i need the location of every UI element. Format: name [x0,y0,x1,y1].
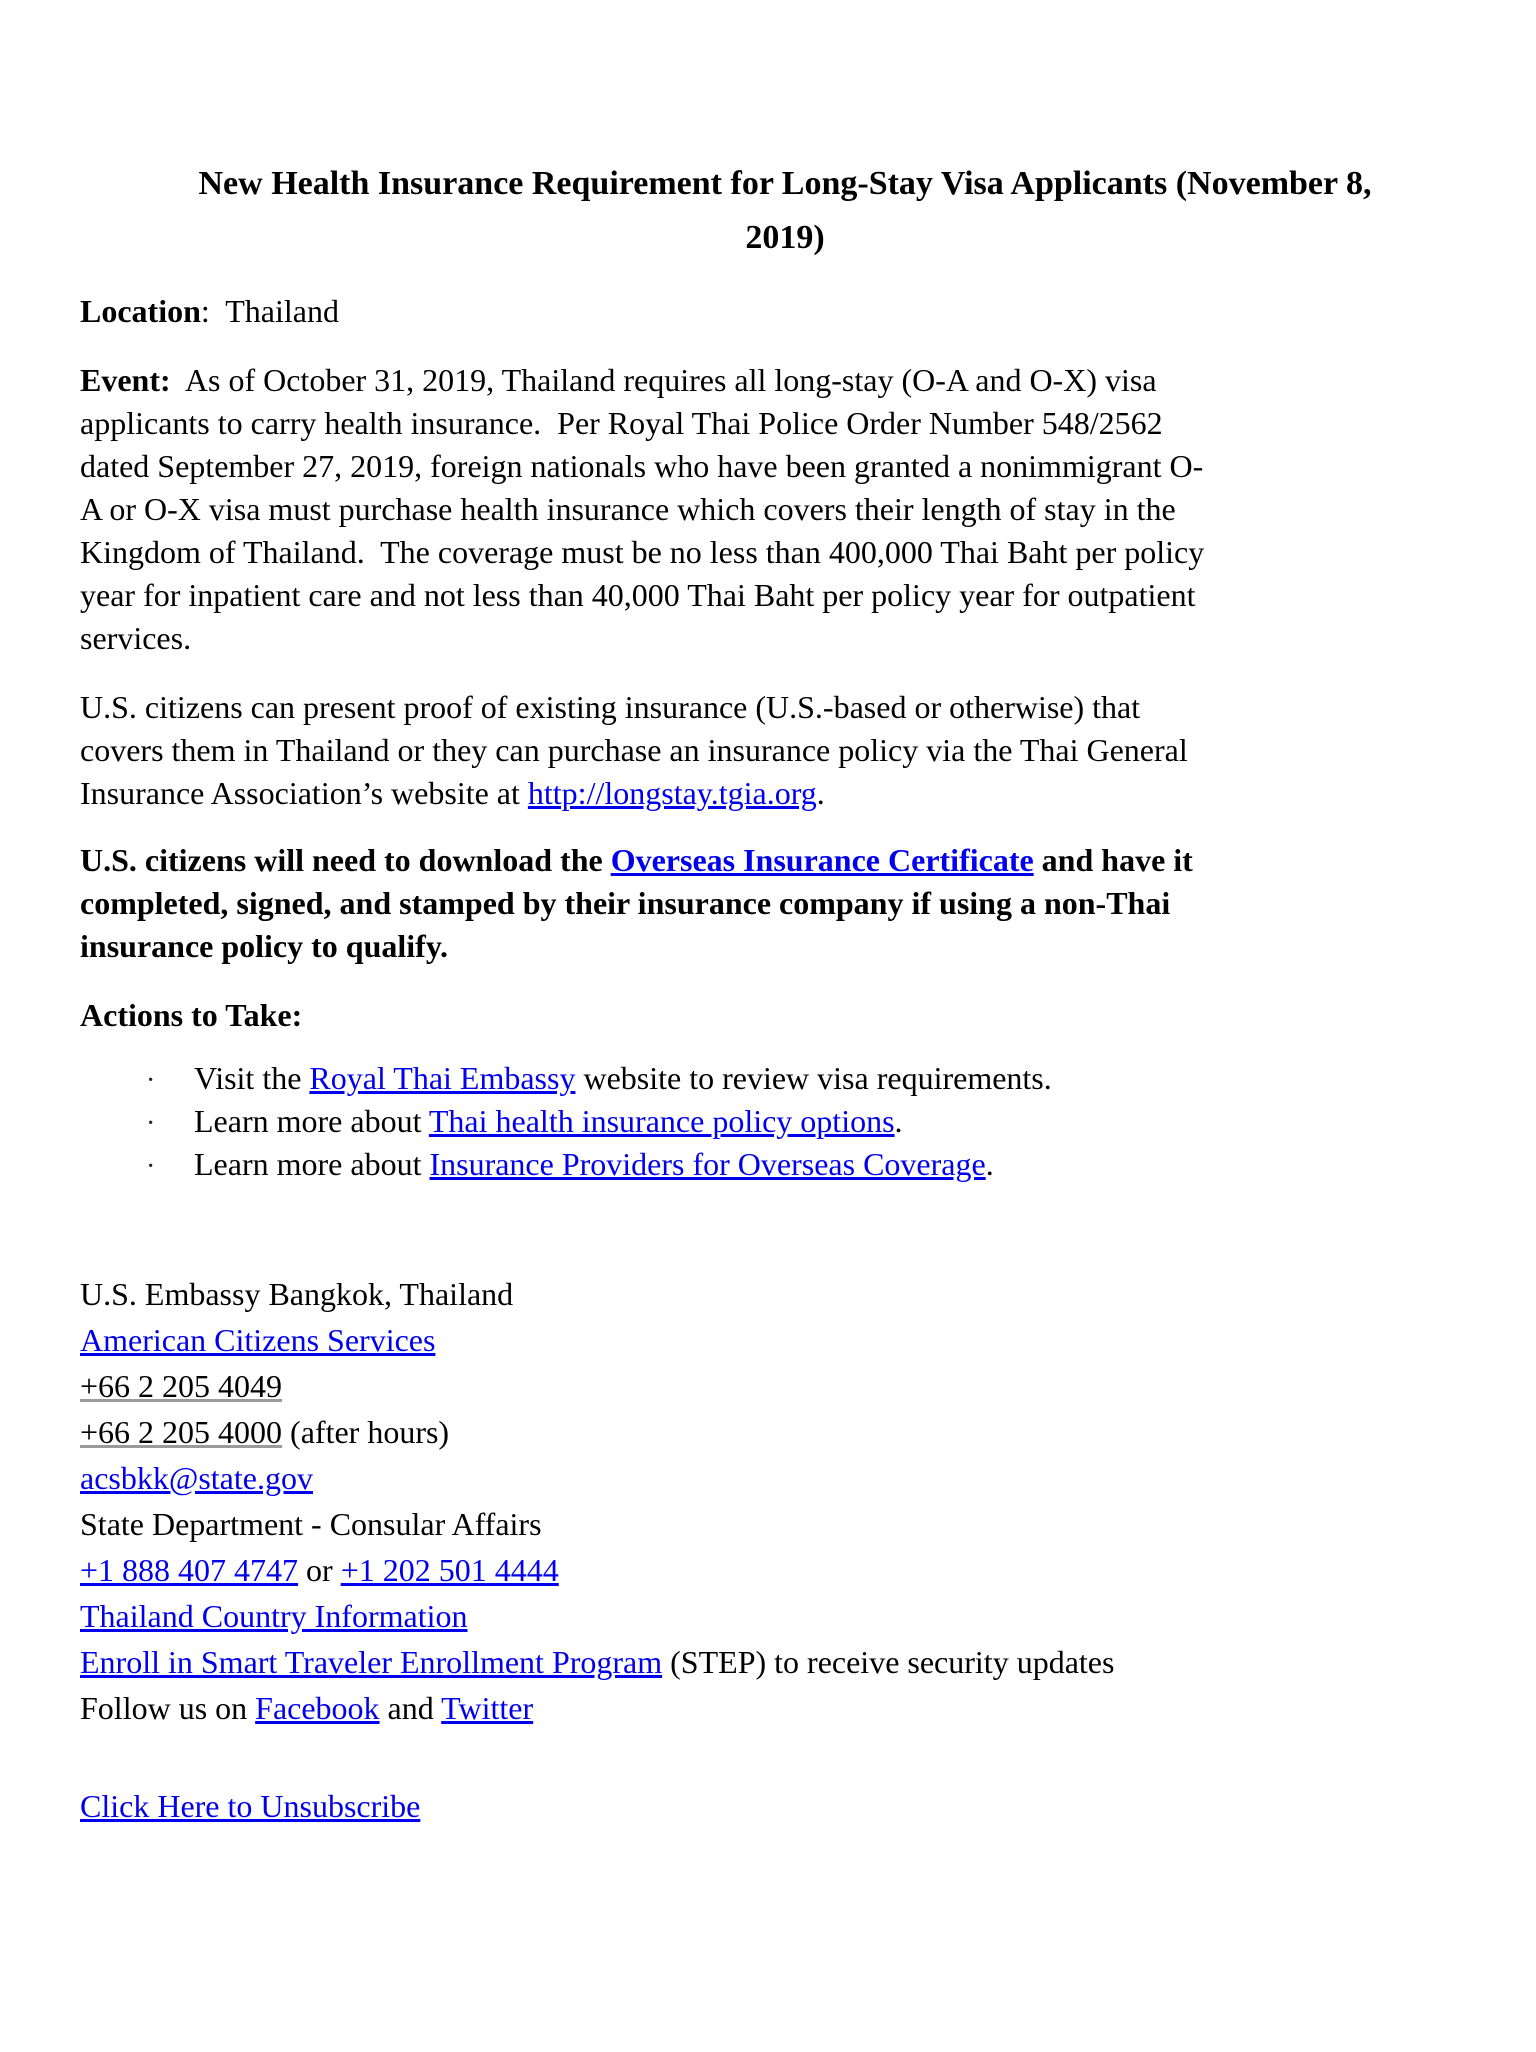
contact-block [80,1271,1490,1731]
text-run: insurance policy to qualify. [80,928,449,964]
email-acsbkk-link[interactable]: acsbkk@state.gov [80,1460,313,1496]
email-document [0,157,1536,1829]
phone-66-2-205-4049-link[interactable]: +66 2 205 4049 [80,1368,283,1404]
text-run: and have it [1033,842,1193,878]
text-run: and [379,1690,442,1726]
insurance-proof-paragraph [80,686,1490,815]
text-run: or [298,1552,341,1588]
actions-heading: Actions to Take: [80,997,303,1033]
text-run: Follow us on [80,1690,256,1726]
phone-66-2-205-4000-link[interactable]: +66 2 205 4000 [80,1414,283,1450]
bullet-marker-icon: · [146,1151,156,1182]
contact-line [80,1685,1490,1731]
text-run: completed, signed, and stamped by their insurance company if using a non-Thai [80,885,1171,921]
text-run: applicants to carry health insurance. Per Royal Thai Police Order Number 548/2562 [80,405,1163,441]
text-run: Visit the [194,1060,310,1096]
text-run: As of October 31, 2019, Thailand requires all long-stay (O-A and O-X) visa [170,362,1157,398]
text-run: website to review visa requirements. [575,1060,1052,1096]
contact-line [80,1409,1490,1455]
location-line [80,290,1490,333]
unsubscribe-line [80,1783,1490,1829]
phone-1-888-407-4747-link[interactable]: +1 888 407 4747 [80,1552,299,1588]
thai-health-insurance-options-link[interactable]: Thai health insurance policy options [428,1103,895,1139]
contact-line [80,1363,1490,1409]
text-run: (after hours) [282,1414,450,1450]
text-run: U.S. citizens will need to download the [80,842,611,878]
contact-line [80,1639,1490,1685]
bullet-marker-icon: · [146,1108,156,1139]
text-run: Learn more about [194,1146,430,1182]
thailand-country-information-link[interactable]: Thailand Country Information [80,1598,468,1634]
contact-line [80,1501,1490,1547]
text-run: year for inpatient care and not less than 40,000 Thai Baht per policy year for outpatient [80,577,1196,613]
contact-line [80,1455,1490,1501]
step-enrollment-link[interactable]: Enroll in Smart Traveler Enrollment Program [80,1644,663,1680]
american-citizens-services-link[interactable]: American Citizens Services [80,1322,436,1358]
text-run: State Department - Consular Affairs [80,1506,542,1542]
text-line: 2019) [745,219,825,256]
text-run: Insurance Association’s website at [80,775,528,811]
contact-line [80,1593,1490,1639]
text-run: (STEP) to receive security updates [662,1644,1115,1680]
text-run: dated September 27, 2019, foreign nationals who have been granted a nonimmigrant O- [80,448,1204,484]
overseas-insurance-certificate-link[interactable]: Overseas Insurance Certificate [610,842,1034,878]
action-item [80,1144,1490,1187]
insurance-providers-overseas-link[interactable]: Insurance Providers for Overseas Coverage [429,1146,986,1182]
contact-line [80,1547,1490,1593]
action-item [80,1058,1490,1101]
text-line: New Health Insurance Requirement for Long-Stay Visa Applicants (November 8, [198,165,1372,202]
text-run: services. [80,620,192,656]
actions-list [80,1058,1490,1187]
text-run: Event: [80,362,171,398]
phone-1-202-501-4444-link[interactable]: +1 202 501 4444 [340,1552,559,1588]
contact-line [80,1271,1490,1317]
facebook-link[interactable]: Facebook [255,1690,380,1726]
royal-thai-embassy-link[interactable]: Royal Thai Embassy [309,1060,576,1096]
download-certificate-paragraph [80,839,1490,968]
unsubscribe-link[interactable]: Click Here to Unsubscribe [80,1788,421,1824]
text-run: . [816,775,825,811]
page-title [80,157,1490,265]
text-run: Kingdom of Thailand. The coverage must be no less than 400,000 Thai Baht per policy [80,534,1205,570]
text-run: Learn more about [194,1103,429,1139]
event-paragraph [80,359,1490,660]
text-run: A or O-X visa must purchase health insurance which covers their length of stay in the [80,491,1176,527]
text-run: covers them in Thailand or they can purchase an insurance policy via the Thai General [80,732,1188,768]
text-run: U.S. Embassy Bangkok, Thailand [80,1276,514,1312]
text-run: Location [80,293,201,329]
text-run: . [894,1103,903,1139]
text-run: U.S. citizens can present proof of existing insurance (U.S.-based or otherwise) that [80,689,1141,725]
bullet-marker-icon: · [146,1065,156,1096]
action-item [80,1101,1490,1144]
twitter-link[interactable]: Twitter [441,1690,534,1726]
longstay-tgia-link[interactable]: http://longstay.tgia.org [527,775,817,811]
text-run: : Thailand [200,293,339,329]
contact-line [80,1317,1490,1363]
text-run: . [985,1146,994,1182]
